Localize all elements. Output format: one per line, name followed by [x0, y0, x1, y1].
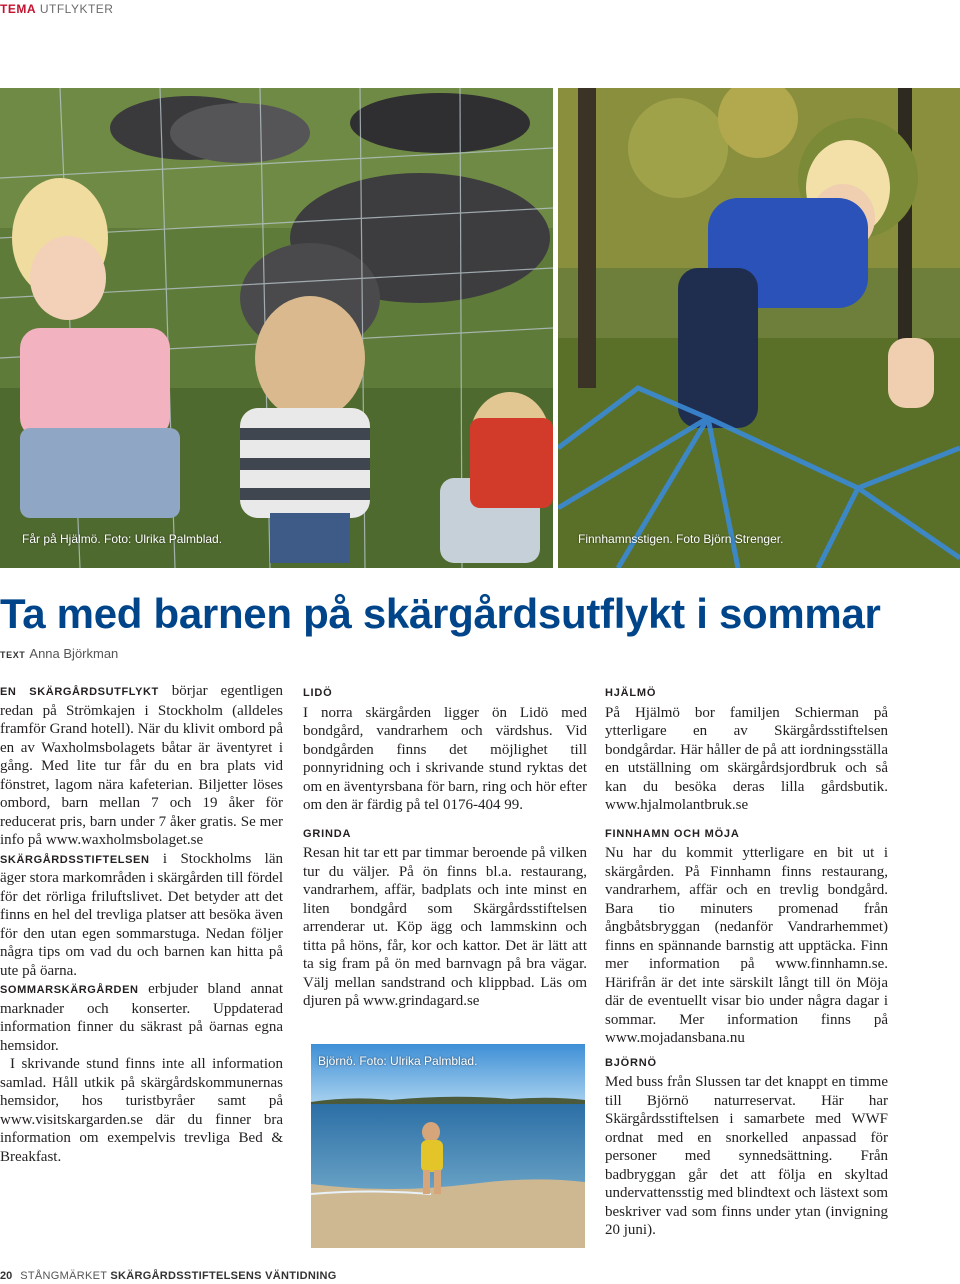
photo-bjorno-beach — [311, 1044, 585, 1248]
grinda-text: Resan hit tar ett par timmar beroende på vilken tur du väljer. På ön finns bl.a. restaurang, vandrarhem, affär, badplats och inte minst en liten bondgård som Skärgårdsstiftelsen arrenderar ut. Köp ägg och lammskinn och titta på höns, får, kor och kattor. Det är lätt att ta sig fram på ön med barnvagn på bra vägar. Välj mellan sandstrand och klippbad. Läs om djuren på www.grindagard.se — [303, 845, 587, 1009]
article-column-3 — [605, 684, 888, 1240]
hjalmo-text: På Hjälmö bor familjen Schierman på ytterligare en av Skärgårdsstiftelsen bondgårdar. Här håller de på att iordningsställa en utställning om skärgårdsjordbruk och så kan du besöka deras lilla gårdsbutik. www.hjalmolantbruk.se — [605, 704, 888, 813]
article-title: Ta med barnen på skärgårdsutflykt i sommar — [0, 590, 881, 637]
section-name: UTFLYKTER — [39, 2, 114, 16]
paragraph-text: erbjuder bland annat marknader och konserter. Uppdaterad information finner du säkrast på öarnas egna hemsidor. — [0, 981, 283, 1054]
paragraph-text: börjar egentligen redan på Strömkajen i Stockholm (alldeles framför Grand hotell). När du klivit ombord på en av Waxholmsbolagets båtar är äventyret i gång. Med lite tur får du en bra plats vid fönstret, lagom nära kafeterian. Biljetter löses ombord, barn mellan 7 och 19 åker för reducerat pris, barn under 7 åker gratis. Se mer info på www.waxholmsbolaget.se — [0, 683, 283, 848]
article-column-1 — [0, 682, 283, 1166]
summer-paragraph — [0, 980, 283, 1055]
photo-sheep-children — [0, 88, 553, 568]
photo-finnhamn-child — [558, 88, 960, 568]
page-number: 20 — [0, 1270, 13, 1282]
lido-heading: LIDÖ — [303, 687, 333, 699]
photo-bjorno-illustration — [311, 1044, 585, 1248]
byline — [0, 646, 118, 661]
section-header — [0, 2, 113, 18]
lead-in: SOMMARSKÄRGÅRDEN — [0, 984, 139, 996]
grinda-heading: GRINDA — [303, 827, 352, 840]
finnhamn-text: Nu har du kommit ytterligare en bit ut i skärgården. På Finnhamn finns restaurang, vandrarhem, affär och en trevlig bondgård. Bara tio minuters promenad från ångbåtsbryggan (nedanför Vandrarhemmet) finns en spännande barnstig att upptäcka. Finn mer information på www.finnhamn.se. Härifrån är det inte särskilt långt till ön Möja där de eventuellt visar bio under några dagar i sommar. Mer information finns på www.mojadansbana.nu — [605, 845, 888, 1046]
lead-in: EN SKÄRGÅRDSUTFLYKT — [0, 686, 159, 698]
byline-label: TEXT — [0, 650, 26, 660]
publication-name: STÅNGMÄRKET — [20, 1270, 108, 1282]
byline-author: Anna Björkman — [29, 646, 119, 661]
photo-bjorno-caption: Björnö. Foto: Ulrika Palmblad. — [318, 1054, 478, 1068]
edition-name: SKÄRGÅRDSSTIFTELSENS VÄNTIDNING — [110, 1270, 337, 1282]
section-tag: TEMA — [0, 2, 36, 16]
photo-finnhamn-caption: Finnhamnsstigen. Foto Björn Strenger. — [578, 532, 784, 546]
hjalmo-heading: HJÄLMÖ — [605, 687, 657, 699]
photo-finnhamn-illustration — [558, 88, 960, 568]
article-column-2 — [303, 684, 587, 1011]
lido-text: I norra skärgården ligger ön Lidö med bondgård, vandrarhem och värdshus. Vid bondgården finns det möjlighet till ponnyridning och i skrivande stund ryktas det om en äventyrsbana för barn, ring och hör efter om den är färdig på tel 0176-404 99. — [303, 704, 587, 813]
finnhamn-heading: FINNHAMN OCH MÖJA — [605, 827, 740, 840]
page-footer — [0, 1270, 337, 1282]
lead-in: SKÄRGÅRDSSTIFTELSEN — [0, 853, 150, 866]
photo-sheep-caption: Får på Hjälmö. Foto: Ulrika Palmblad. — [22, 532, 223, 546]
paragraph-text: i Stockholms län äger stora markområden i skärgården till fördel för det rörliga friluftslivet. Det betyder att det finns en hel del trevliga platser att besöka även för den utan egen sommarstuga. Nedan följer några tips om vad du och barnen kan hitta på ute på öarna. — [0, 850, 283, 979]
bjorno-text: Med buss från Slussen tar det knappt en timme till Björnö naturreservat. Här har Skärgårdsstiftelsen i samarbete med WWF ordnat med en snorkelled anpassad för personer med synnedsättning. Från badbryggan går det att följa en skyltad undervattensstig med blindtext och lästext som beskriver vad som finns under ytan (invigning 20 juni). — [605, 1074, 888, 1238]
bjorno-heading: BJÖRNÖ — [605, 1056, 657, 1069]
info-paragraph: I skrivande stund finns inte all information samlad. Håll utkik på skärgårdskommunernas hemsidor, hos turistbyråer samt på www.visitskargarden.se där du finner bra information om exempelvis trevliga Bed & Breakfast. — [0, 1056, 283, 1165]
foundation-paragraph — [0, 850, 283, 981]
intro-paragraph — [0, 682, 283, 850]
photo-sheep-illustration — [0, 88, 553, 568]
